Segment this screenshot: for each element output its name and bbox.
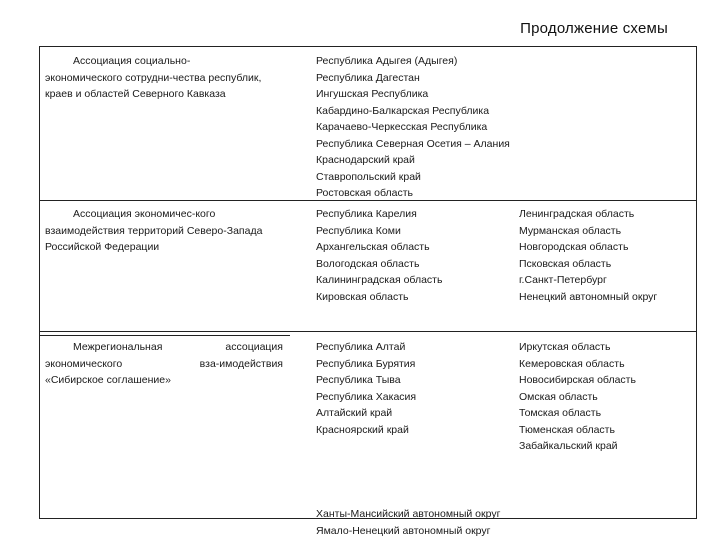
member-region: Республика Карелия — [316, 208, 417, 220]
section-siberian-agreement — [40, 333, 696, 537]
member-list — [316, 53, 510, 202]
member-region: Республика Коми — [316, 224, 401, 237]
member-region: Томская область — [519, 407, 602, 419]
member-region: Ямало-Ненецкий автономный округ — [316, 524, 491, 537]
member-region: Мурманская область — [519, 224, 622, 237]
member-region: Ленинградская область — [519, 208, 635, 220]
member-region: Архангельская область — [316, 241, 430, 253]
member-region: Ингушская Республика — [316, 88, 429, 100]
member-region: Республика Дагестан — [316, 71, 420, 84]
divider — [40, 335, 290, 336]
member-region: Омская область — [519, 390, 598, 403]
member-region: Псковская область — [519, 257, 612, 270]
member-region: Новгородская область — [519, 241, 629, 253]
member-list-right — [519, 206, 657, 305]
scheme-table — [39, 46, 697, 537]
member-region: Ненецкий автономный округ — [519, 290, 658, 303]
section-north-caucasus — [40, 47, 696, 201]
member-list-right — [519, 339, 636, 455]
member-region: Республика Алтай — [316, 341, 406, 353]
member-region: Ханты-Мансийский автономный округ — [316, 508, 501, 520]
association-line: экономического вза-имодействия — [45, 357, 283, 370]
association-name — [45, 339, 283, 389]
association-line: экономического сотрудни-чества республик, — [45, 71, 262, 84]
association-name — [45, 206, 283, 256]
member-region: Новосибирская область — [519, 374, 636, 386]
member-list-extra — [316, 506, 500, 539]
association-line: Ассоциация экономичес-кого — [73, 208, 216, 220]
member-region: Забайкальский край — [519, 440, 618, 452]
association-line: «Сибирское соглашение» — [45, 374, 171, 386]
association-line: Межрегиональная ассоциация — [73, 341, 283, 353]
member-region: Красноярский край — [316, 423, 409, 436]
member-region: Краснодарский край — [316, 154, 415, 166]
member-region: г.Санкт-Петербург — [519, 274, 607, 286]
member-region: Кабардино-Балкарская Республика — [316, 104, 490, 117]
section-north-west — [40, 202, 696, 332]
member-list-left — [316, 339, 416, 438]
member-region: Республика Тыва — [316, 374, 401, 386]
member-region: Кемеровская область — [519, 357, 625, 370]
association-line: Ассоциация социально- — [73, 55, 191, 67]
member-region: Кировская область — [316, 290, 409, 303]
member-region: Ростовская область — [316, 187, 414, 199]
association-line: взаимодействия территорий Северо-Запада — [45, 224, 263, 237]
association-line: Российской Федерации — [45, 241, 160, 253]
member-region: Калининградская область — [316, 274, 443, 286]
member-region: Вологодская область — [316, 257, 420, 270]
member-region: Республика Бурятия — [316, 357, 416, 370]
member-region: Иркутская область — [519, 341, 611, 353]
page-heading: Продолжение схемы — [520, 20, 668, 37]
member-region: Карачаево-Черкесская Республика — [316, 121, 488, 133]
association-line: краев и областей Северного Кавказа — [45, 88, 226, 100]
member-region: Ставропольский край — [316, 170, 421, 183]
association-name — [45, 53, 283, 103]
member-region: Алтайский край — [316, 407, 393, 419]
member-region: Республика Северная Осетия – Алания — [316, 137, 510, 150]
member-list-left — [316, 206, 442, 305]
member-region: Республика Адыгея (Адыгея) — [316, 55, 458, 67]
member-region: Тюменская область — [519, 423, 615, 436]
member-region: Республика Хакасия — [316, 390, 417, 403]
